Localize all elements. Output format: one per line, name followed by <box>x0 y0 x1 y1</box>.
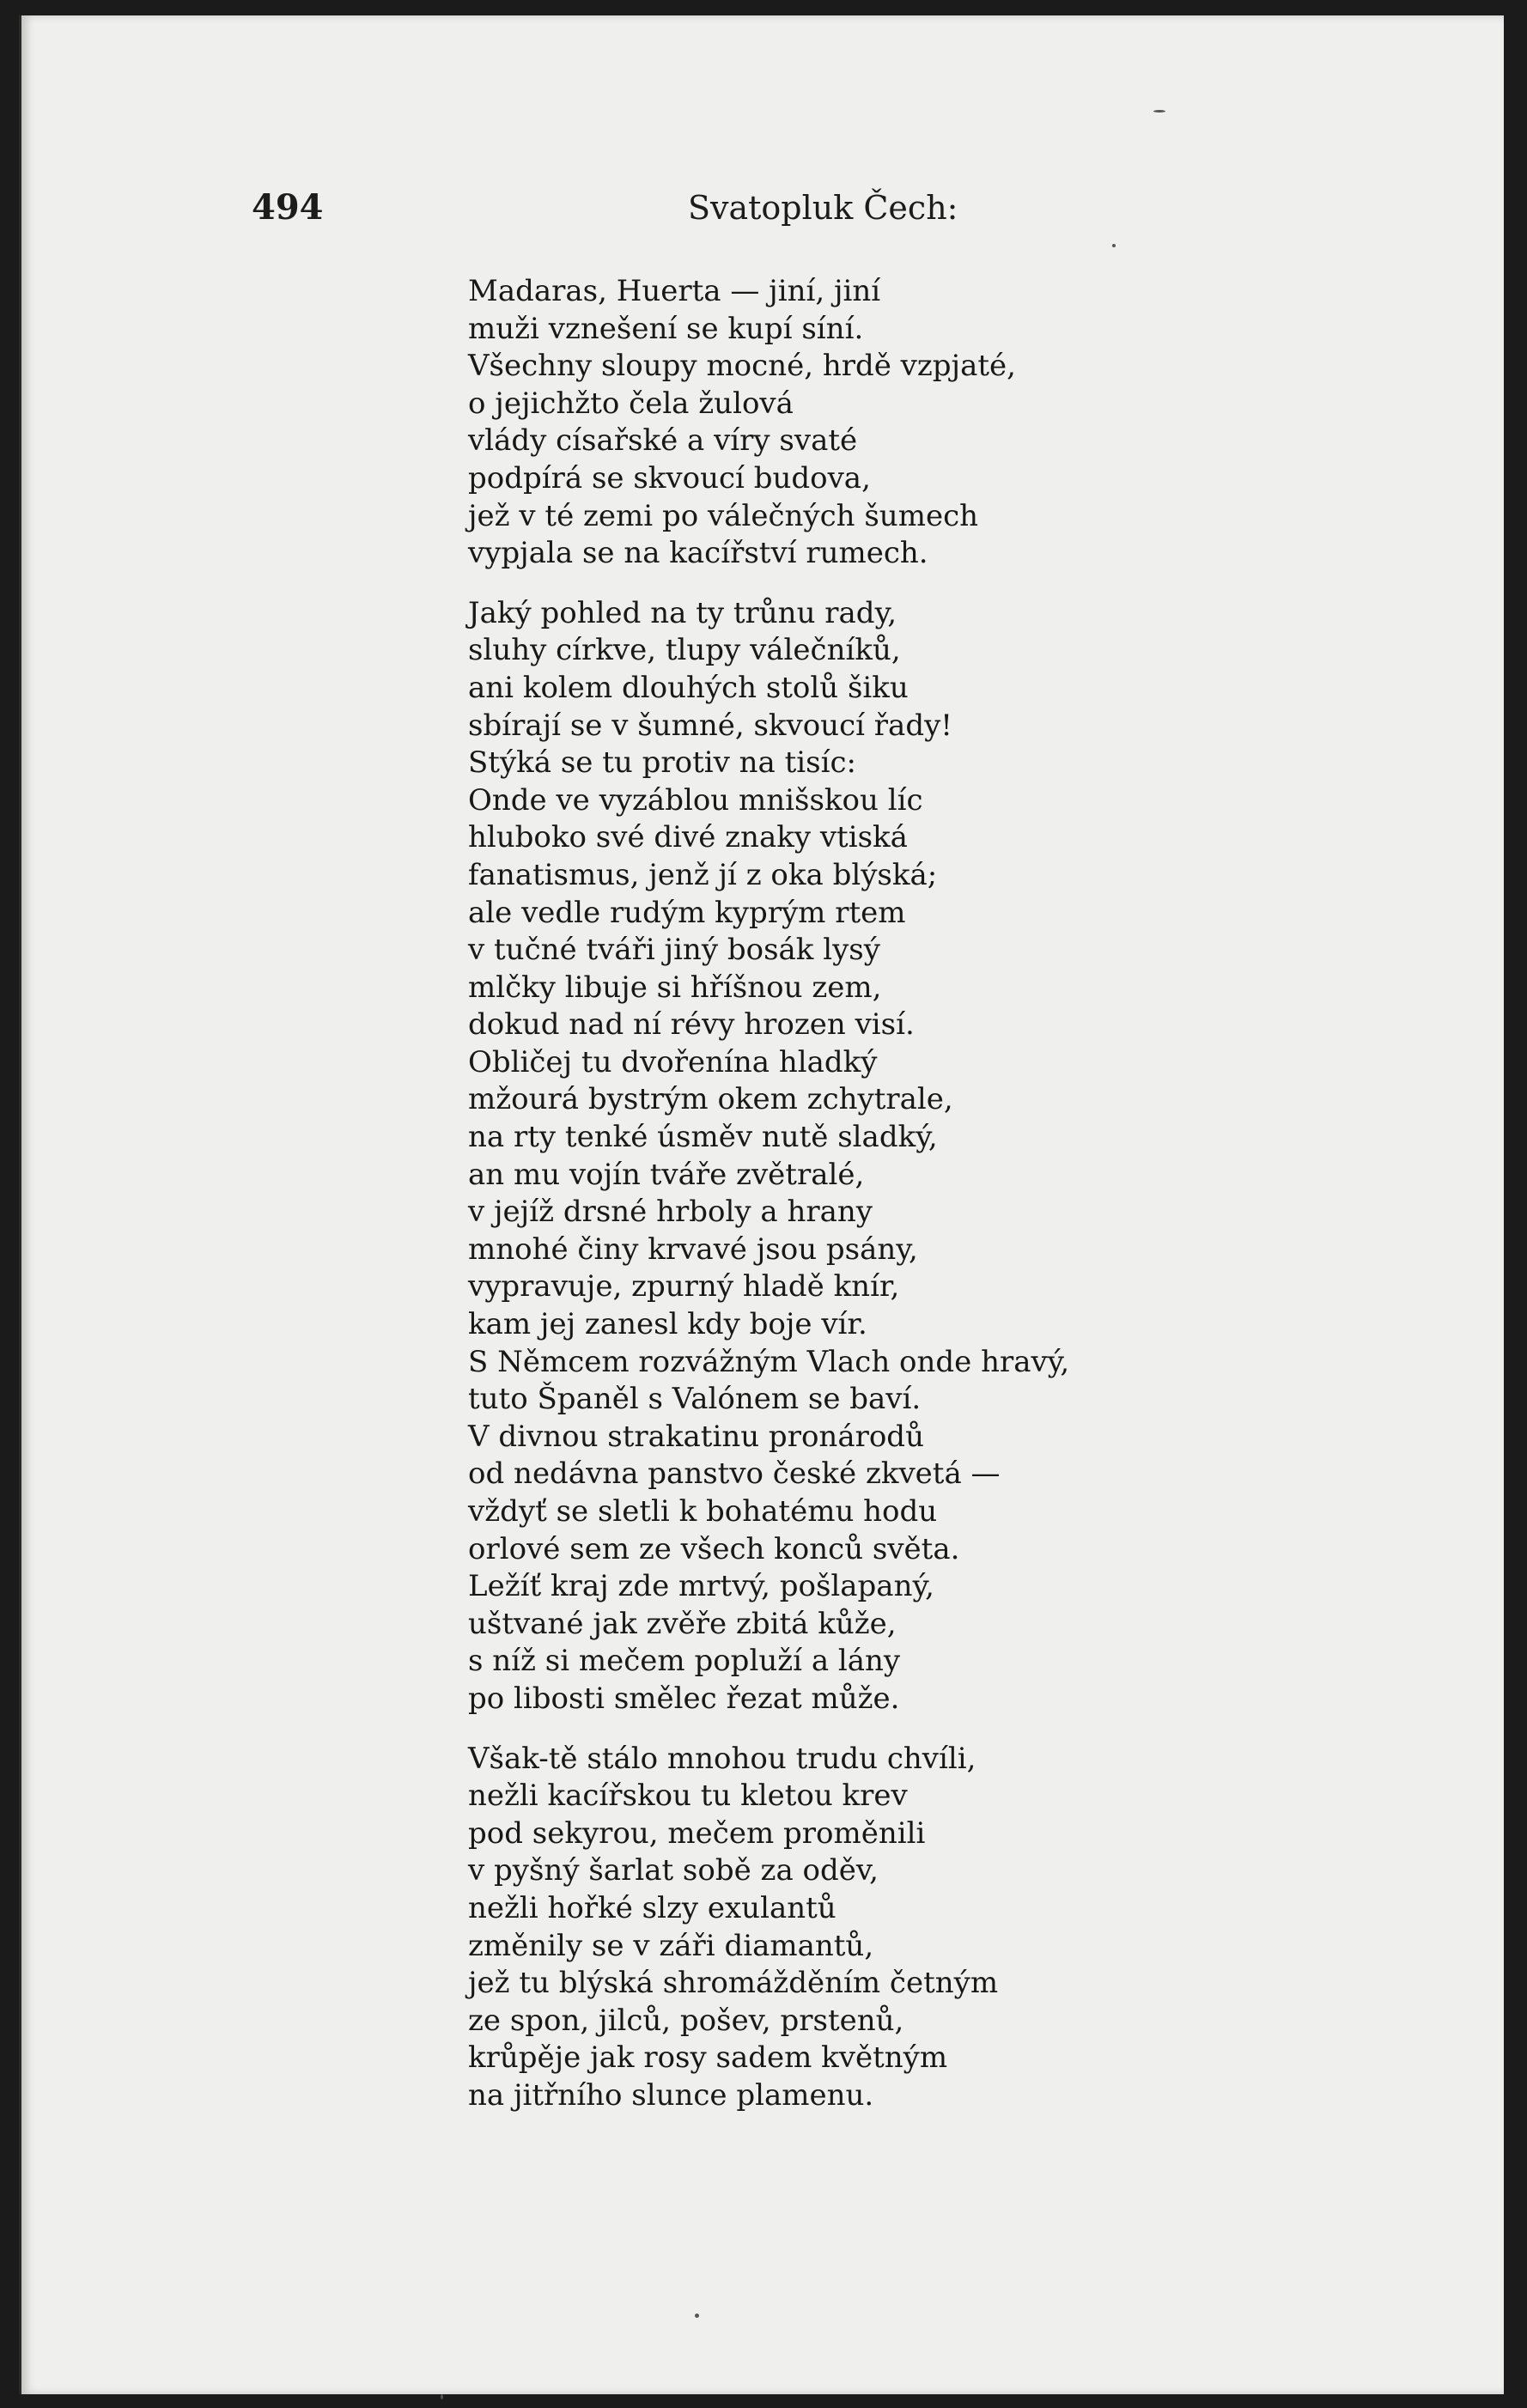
poem-line: o jejichžto čela žulová <box>468 386 794 421</box>
poem-line: jež tu blýská shromážděním četným <box>468 1966 999 2001</box>
poem-line: vždyť se sletli k bohatému hodu <box>468 1494 938 1529</box>
poem-line: podpírá se skvoucí budova, <box>468 460 871 496</box>
poem-line: vlády císařské a víry svaté <box>468 423 858 459</box>
poem-line: vypravuje, zpurný hladě knír, <box>468 1269 900 1304</box>
poem-line: Ležíť kraj zde mrtvý, pošlapaný, <box>468 1569 934 1604</box>
poem-line: pod sekyrou, mečem proměnili <box>468 1815 926 1851</box>
poem-line: uštvané jak zvěře zbitá kůže, <box>468 1606 897 1641</box>
poem-line: hluboko své divé znaky vtiská <box>468 820 908 855</box>
poem-line: Jaký pohled na ty trůnu rady, <box>468 595 897 630</box>
poem-line: Všechny sloupy mocné, hrdě vzpjaté, <box>468 349 1016 384</box>
poem-line: v pyšný šarlat sobě za oděv, <box>468 1853 879 1888</box>
poem-line: S Němcem rozvážným Vlach onde hravý, <box>468 1344 1070 1379</box>
poem-line: v jejíž drsné hrboly a hrany <box>468 1195 873 1230</box>
poem-line: mžourá bystrým okem zchytrale, <box>468 1082 953 1117</box>
stanza-2 <box>468 595 1189 1718</box>
poem-line: krůpěje jak rosy sadem květným <box>468 2040 948 2076</box>
poem-line: mnohé činy krvavé jsou psány, <box>468 1231 918 1267</box>
poem-line: změnily se v záři diamantů, <box>468 1928 874 1963</box>
scan-speck <box>695 2314 699 2318</box>
poem-line: Obličej tu dvořenína hladký <box>468 1044 878 1079</box>
stanza-3 <box>468 1741 1189 2115</box>
poem-line: na jitřního slunce plamenu. <box>468 2077 874 2113</box>
poem-text <box>468 273 1189 2115</box>
poem-line: V divnou strakatinu pronárodů <box>468 1419 924 1454</box>
poem-line: ani kolem dlouhých stolů šiku <box>468 670 909 705</box>
poem-line: v tučné tváři jiný bosák lysý <box>468 933 880 968</box>
stanza-gap <box>468 1718 1189 1741</box>
poem-line: na rty tenké úsměv nutě sladký, <box>468 1120 938 1155</box>
poem-line: an mu vojín tváře zvětralé, <box>468 1157 865 1192</box>
poem-line: fanatismus, jenž jí z oka blýská; <box>468 857 938 892</box>
poem-line: od nedávna panstvo české zkvetá — <box>468 1456 1001 1492</box>
poem-line: Onde ve vyzáblou mnišskou líc <box>468 782 923 818</box>
poem-line: orlové sem ze všech konců světa. <box>468 1531 960 1566</box>
poem-line: Madaras, Huerta — jiní, jiní <box>468 274 881 308</box>
scan-speck <box>441 2394 443 2399</box>
poem-line: dokud nad ní révy hrozen visí. <box>468 1007 915 1043</box>
poem-line: nežli kacířskou tu kletou krev <box>468 1779 908 1814</box>
poem-line: nežli hořké slzy exulantů <box>468 1890 837 1925</box>
stanza-1 <box>468 273 1189 573</box>
scan-speck <box>1112 244 1116 247</box>
poem-line: Stýká se tu protiv na tisíc: <box>468 745 856 781</box>
poem-line: vypjala se na kacířství rumech. <box>468 536 928 571</box>
poem-line: kam jej zanesl kdy boje vír. <box>468 1307 867 1342</box>
poem-line: sbírají se v šumné, skvoucí řady! <box>468 708 952 743</box>
poem-line: sluhy církve, tlupy válečníků, <box>468 633 901 668</box>
book-page <box>19 15 1504 2394</box>
poem-line: po libosti smělec řezat může. <box>468 1681 900 1716</box>
poem-line: jež v té zemi po válečných šumech <box>468 498 979 533</box>
page-number: 494 <box>252 187 324 228</box>
poem-line: muži vznešení se kupí síní. <box>468 311 864 346</box>
stanza-gap <box>468 573 1189 595</box>
poem-line: Však-tě stálo mnohou trudu chvíli, <box>468 1741 976 1776</box>
scan-speck <box>1153 110 1165 112</box>
poem-line: tuto Španěl s Valónem se baví. <box>468 1382 922 1417</box>
poem-line: ze spon, jilců, pošev, prstenů, <box>468 2003 904 2038</box>
poem-line: ale vedle rudým kyprým rtem <box>468 895 906 930</box>
poem-line: s níž si mečem popluží a lány <box>468 1644 901 1679</box>
poem-line: mlčky libuje si hříšnou zem, <box>468 970 882 1005</box>
running-head: Svatopluk Čech: <box>688 189 958 227</box>
